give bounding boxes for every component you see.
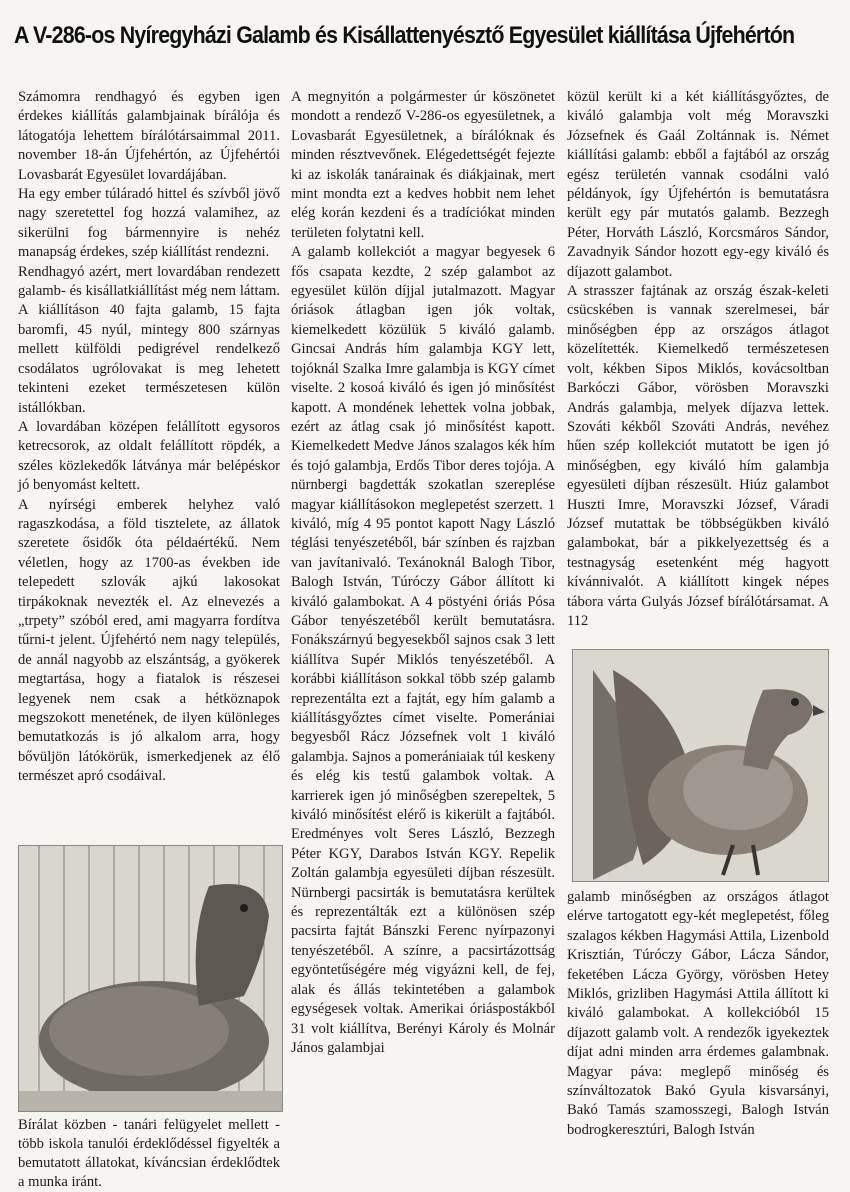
paragraph: A lovardában középen felállított egysoros ketrecsorok, az oldalt felállított röpdék, a széles közlekedők látványa már belépéskor jó benyomást keltett. <box>18 418 280 494</box>
article-column-1 <box>18 88 280 787</box>
article-column-3 <box>567 88 829 631</box>
article-column-2 <box>291 88 555 1058</box>
paragraph: A strasszer fajtának az ország észak-keleti csücskében is vannak szerelmesei, bár minőségben épp az országos átlagot közelítették. Kiemelkedő természetesen volt, kékben Sipos Miklós, kovácsoltban Barkóczi Gábor, vörösben Moravszki András galambja, melyek díjazva lettek. Szováti kékből Szováti András, nevéhez hűen szép kollekciót mutatott be igen jó minőségben, egy kiváló hím galambja egyesületi díjban részesült. Hiúz galambot Huszti Imre, Moravszki József, Váradi József mutattak be többségükben kiváló galambokat, bár a pikkelyezettség és a testnagyság esetenként még hagyott kívánnivalót. A kiállított kingek népes tábora várta Gulyás József bírálótársamat. A 112 <box>567 283 829 629</box>
article-title: A V-286-os Nyíregyházi Galamb és Kisállattenyésztő Egyesület kiállítása Újfehértón <box>14 22 795 49</box>
pigeon-cage-photo <box>18 845 283 1112</box>
paragraph: A nyírségi emberek helyhez való ragaszkodása, a föld tisztelete, az állatok szeretete ősidők óta példaértékű. Nem véletlen, hogy az 1700-as években ide telepedett szlovák ajkú lakosokat tirpákoknak nevezték el. Az elnevezés a „trpety” szóból ered, ami magyarra fordítva tűrni-t jelent. Újfehértó nem nagy település, de annál nagyobb az elszántság, a gyökerek megtartása, hogy a fiatalok is részesei legyenek nem csak a hétköznapok megszokott menetének, de ilyen különleges bemutatkozás is jó alkalom arra, hogy bővüljön látókörük, ismerkedjenek az élő természet apró csodáival. <box>18 496 280 785</box>
pigeon-photo-right-image <box>573 650 828 881</box>
paragraph: Rendhagyó azért, mert lovardában rendezett galamb- és kisállatkiállítást még nem láttam. A kiállításon 40 fajta galamb, 15 fajta baromfi, 45 nyúl, mintegy 800 szárnyas mellett külföldi pedigrével rendelkező csodálatos ugrólovakat is meg lehetett tekinteni ezeket természetesen külön istállókban. <box>18 263 280 416</box>
paragraph: Számomra rendhagyó és egyben igen érdekes kiállítás galambjainak bírálója és látogatója lehettem bírálótársaimmal 2011. november 18-án Újfehértón, az Újfehértói Lovasbarát Egyesület lovardájában. <box>18 89 280 183</box>
photo-caption: Bírálat közben - tanári felügyelet mellett - több iskola tanulói érdeklődéssel figyelték a bemutatott állatokat, kíváncsian érdeklődtek a munka iránt. <box>18 1117 280 1190</box>
paragraph: A galamb kollekciót a magyar begyesek 6 fős csapata kezdte, 2 szép galambot az egyesület külön díjjal jutalmazott. Magyar óriások átlagban igen jók voltak, kiemelkedett közülük 5 kiváló galamb. Gincsai András hím galambja KGY lett, tojóknál Szalka Imre galambja is KGY címet viselte. 2 kosoá kiváló és igen jó minősítést kapott. A mondének lehettek volna jobbak, ezért az átlag csak jó minősítést kapott. Kiemelkedett Medve János szalagos kék hím és tojó galambja, Erdős Tibor deres tojója. A nürnbergi bagdetták szokatlan szereplése magyar kiállításokon meglepetést szerzett. 1 kiváló, míg 4 95 pontot kapott Nagy László téglási tenyészetéből, bár színben és rajzban van javítanivaló. Texánoknál Balogh Tibor, Balogh István, Túróczy Gábor állított ki kiváló galambokat. A 4 pöstyéni óriás Pósa Gábor tenyészetéből került bemutatásra. Fonákszárnyú begyesekből sajnos csak 3 lett kiállítva Supér Miklós tenyészetéből. A korábbi kiállításon sokkal több szép galamb reprezentálta ezt a fajtát, egy hím galamb a kiállításgyőztes címet viselte. Pomerániai begyesből Rácz Józsefnek volt 1 kiváló galambja. Sajnos a pomerániaiak túl keskeny és elég kis testű galambok voltak. A karrierek igen jó minőségben szerepeltek, 5 kiváló minősítést elérő is kikerült a fajtából. Eredményes volt Seres László, Bezzegh Péter KGY, Darabos István KGY. Repelik Zoltán galambja egyesületi díjban részesült. Nürnbergi pacsirták is bemutatásra kerültek és reprezentálták ezt a különösen szép pacsirta fajtát Bánszki Ferenc nyírpazonyi tenyészetéből. A színre, a pacsirtázottság egyöntetűségére még vigyázni kell, de fej, alak és állás tekintetében a galambok egységesek voltak. Amerikai óriáspostákból 31 volt kiállítva, Berényi Károly és Molnár János galambjai <box>291 244 555 1056</box>
paragraph: közül került ki a két kiállításgyőztes, de kiváló galambja volt még Moravszki Józsefnek és Gaál Zoltánnak is. Német kiállítási galamb: ebből a fajtából az ország egész területén vannak csodálni való példányok, így Újfehértón is bemutatásra került egy pár mutatós galamb. Bezzegh Péter, Horváth László, Korcsmáros Sándor, Zavadnyik Sándor hozott egy-egy kiváló és díjazott galambot. <box>567 89 829 280</box>
paragraph: A megnyitón a polgármester úr köszönetet mondott a rendező V-286-os egyesületnek, a Lovasbarát Egyesületnek, a bírálóknak és minden résztvevőnek. Elégedettségét fejezte ki az iskolák tanárainak és diákjainak, mert mint mondta ezt a kedves hobbit nem lehet elég korán kezdeni és a tradíciókat minden területen folytatni kell. <box>291 89 555 241</box>
article-column-3-continued: galamb minőségben az országos átlagot elérve tartogatott egy-két meglepetést, főleg szalagos kékben Hagymási Attila, Lizenbold Krisztián, Túróczy Gábor, Lácza Sándor, feketében Lácza György, vörösben Hetey Miklós, grizliben Hagymási Attila állított ki kiváló galambokat. A kollekcióból 15 díjazott galamb volt. A rendezők igyekeztek díjat adni minden arra érdemes galambnak. Magyar páva: meglepő minőség és színváltozatok Bakó Gyula kisvarsányi, Bakó Tamás szamosszegi, Balogh István bodrogkeresztúri, Balogh István <box>567 889 829 1138</box>
pigeon-cage-photo-image <box>19 846 282 1111</box>
pigeon-photo-right <box>572 649 829 882</box>
paragraph: Ha egy ember túláradó hittel és szívből jövő nagy szeretettel fog hozzá valamihez, az sikerülni fog bármennyire is nehéz manapság érdekes, szép kiállítást rendezni. <box>18 186 280 261</box>
